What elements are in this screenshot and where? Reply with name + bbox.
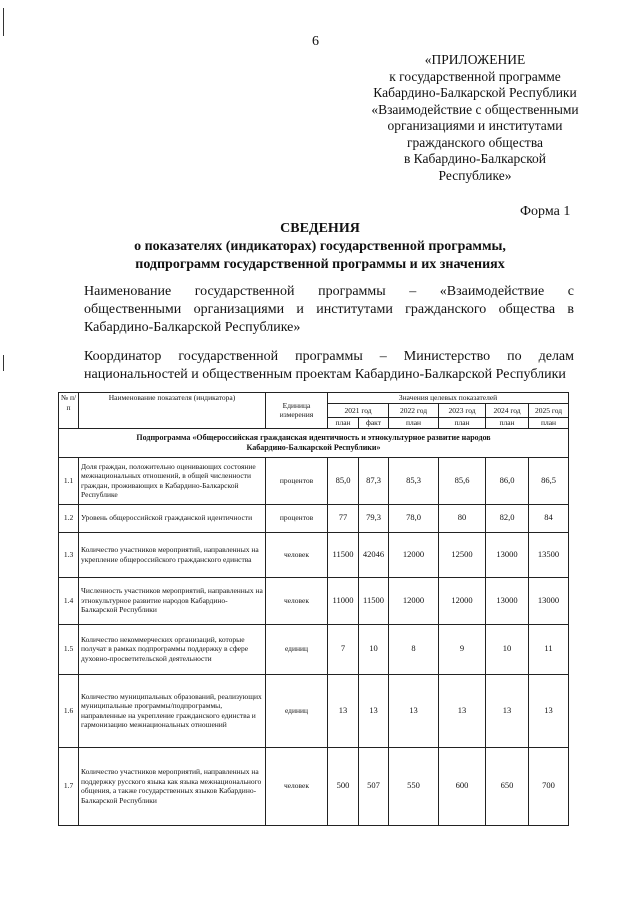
- program-coordinator: Координатор государственной программы – Министерство по делам национальностей и общественным проектам Кабардино-Балкарской Республики: [84, 349, 574, 382]
- row-num: 1.7: [59, 747, 79, 825]
- row-num: 1.2: [59, 504, 79, 532]
- document-title: [60, 220, 580, 274]
- header-sub: план: [389, 418, 439, 429]
- value-cell: 700: [529, 747, 569, 825]
- value-cell: 10: [486, 624, 529, 674]
- value-cell: 85,0: [328, 457, 359, 504]
- annex-line: Республике»: [438, 167, 512, 183]
- row-num: 1.4: [59, 577, 79, 624]
- title-line: подпрограмм государственной программы и их значениях: [135, 257, 505, 272]
- row-num: 1.6: [59, 674, 79, 747]
- unit: процентов: [266, 457, 328, 504]
- indicator-name: Доля граждан, положительно оценивающих состояние межнациональных отношений, в общей численности граждан, проживающих в Кабардино-Балкарской Республике: [79, 457, 266, 504]
- row-num: 1.3: [59, 532, 79, 577]
- value-cell: 77: [328, 504, 359, 532]
- header-sub: план: [486, 418, 529, 429]
- header-sub: факт: [359, 418, 389, 429]
- value-cell: 507: [359, 747, 389, 825]
- header-sub: план: [529, 418, 569, 429]
- header-num: № п/п: [59, 393, 79, 429]
- value-cell: 12000: [439, 577, 486, 624]
- table-row: [59, 747, 569, 825]
- annex-line: «Взаимодействие с общественными: [371, 101, 579, 117]
- value-cell: 11500: [359, 577, 389, 624]
- value-cell: 13000: [486, 577, 529, 624]
- table-row: [59, 624, 569, 674]
- value-cell: 13: [529, 674, 569, 747]
- unit: человек: [266, 577, 328, 624]
- scan-edge-mark: [3, 355, 4, 371]
- annex-line: организациями и институтами: [387, 118, 563, 133]
- indicators-table: [58, 392, 569, 826]
- value-cell: 13000: [529, 577, 569, 624]
- indicator-name: Количество муниципальных образований, реализующих муниципальные программы/подпрограммы, направленные на укрепление гражданского единства и гармонизацию межнациональных отношений: [79, 674, 266, 747]
- value-cell: 86,0: [486, 457, 529, 504]
- value-cell: 82,0: [486, 504, 529, 532]
- table-row: [59, 577, 569, 624]
- value-cell: 85,3: [389, 457, 439, 504]
- value-cell: 550: [389, 747, 439, 825]
- value-cell: 13: [439, 674, 486, 747]
- value-cell: 12500: [439, 532, 486, 577]
- value-cell: 86,5: [529, 457, 569, 504]
- value-cell: 8: [389, 624, 439, 674]
- header-year: 2021 год: [328, 404, 389, 418]
- page-number: 6: [312, 34, 319, 49]
- unit: единиц: [266, 624, 328, 674]
- row-num: 1.5: [59, 624, 79, 674]
- table-row: [59, 674, 569, 747]
- header-sub: план: [328, 418, 359, 429]
- header-values: Значения целевых показателей: [328, 393, 569, 404]
- value-cell: 13500: [529, 532, 569, 577]
- header-unit: Единица измерения: [266, 393, 328, 429]
- unit: процентов: [266, 504, 328, 532]
- header-year: 2024 год: [486, 404, 529, 418]
- unit: человек: [266, 532, 328, 577]
- value-cell: 500: [328, 747, 359, 825]
- header-year: 2022 год: [389, 404, 439, 418]
- title-line: СВЕДЕНИЯ: [280, 221, 360, 236]
- table-row: [59, 532, 569, 577]
- annex-line: Кабардино-Балкарской Республики: [373, 85, 577, 100]
- annex-line: к государственной программе: [389, 68, 561, 84]
- value-cell: 87,3: [359, 457, 389, 504]
- indicator-name: Численность участников мероприятий, направленных на этнокультурное развитие народов Кабардино-Балкарской Республики: [79, 577, 266, 624]
- value-cell: 78,0: [389, 504, 439, 532]
- unit: единиц: [266, 674, 328, 747]
- value-cell: 42046: [359, 532, 389, 577]
- unit: человек: [266, 747, 328, 825]
- value-cell: 11500: [328, 532, 359, 577]
- header-name: Наименование показателя (индикатора): [79, 393, 266, 429]
- table-row: [59, 457, 569, 504]
- value-cell: 13000: [486, 532, 529, 577]
- header-year: 2023 год: [439, 404, 486, 418]
- value-cell: 12000: [389, 532, 439, 577]
- value-cell: 7: [328, 624, 359, 674]
- annex-header: [360, 52, 590, 184]
- value-cell: 12000: [389, 577, 439, 624]
- annex-line: «ПРИЛОЖЕНИЕ: [424, 52, 526, 67]
- value-cell: 10: [359, 624, 389, 674]
- indicator-name: Количество некоммерческих организаций, которые получат в рамках подпрограммы поддержку в сфере духовно-просветительской деятельности: [79, 624, 266, 674]
- indicator-name: Уровень общероссийской гражданской идентичности: [79, 504, 266, 532]
- value-cell: 85,6: [439, 457, 486, 504]
- table-row: [59, 504, 569, 532]
- header-year: 2025 год: [529, 404, 569, 418]
- value-cell: 11: [529, 624, 569, 674]
- value-cell: 9: [439, 624, 486, 674]
- value-cell: 13: [486, 674, 529, 747]
- value-cell: 600: [439, 747, 486, 825]
- annex-line: гражданского общества: [406, 134, 544, 150]
- header-sub: план: [439, 418, 486, 429]
- title-line: о показателях (индикаторах) государственной программы,: [134, 239, 506, 254]
- value-cell: 13: [328, 674, 359, 747]
- value-cell: 84: [529, 504, 569, 532]
- row-num: 1.1: [59, 457, 79, 504]
- scan-edge-mark: [3, 8, 4, 36]
- value-cell: 13: [359, 674, 389, 747]
- indicator-name: Количество участников мероприятий, направленных на поддержку русского языка как языка межнационального общения, а также государственных языков Кабардино-Балкарской Республики: [79, 747, 266, 825]
- program-name: Наименование государственной программы – «Взаимодействие с общественными организациями и институтами гражданского общества в Кабардино-Балкарской Республике»: [84, 284, 574, 335]
- indicator-name: Количество участников мероприятий, направленных на укрепление общероссийского гражданского единства: [79, 532, 266, 577]
- subprogram-heading: Подпрограмма «Общероссийская гражданская идентичность и этнокультурное развитие народов Кабардино-Балкарской Республики»: [59, 428, 569, 457]
- form-label: Форма 1: [520, 204, 571, 219]
- value-cell: 79,3: [359, 504, 389, 532]
- annex-line: в Кабардино-Балкарской: [403, 151, 547, 166]
- value-cell: 650: [486, 747, 529, 825]
- value-cell: 80: [439, 504, 486, 532]
- value-cell: 13: [389, 674, 439, 747]
- value-cell: 11000: [328, 577, 359, 624]
